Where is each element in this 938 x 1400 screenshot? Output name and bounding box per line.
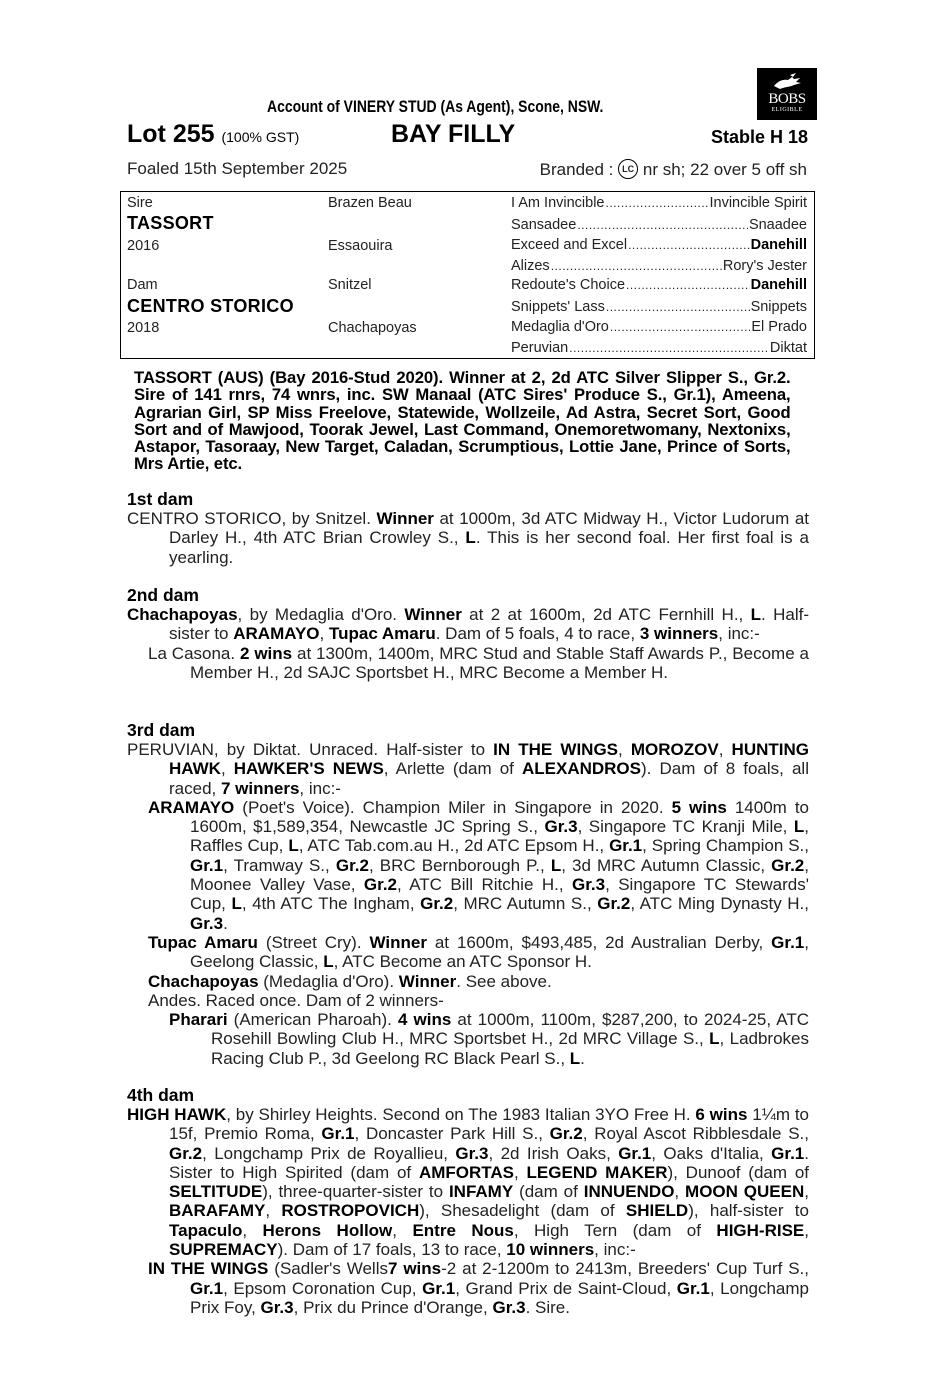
pedigree-entry: Chachapoyas (Medaglia d'Oro). Winner. See above. — [148, 971, 552, 991]
brand-description: nr sh; 22 over 5 off sh — [642, 160, 807, 179]
third-dam-section — [127, 721, 809, 1068]
pedigree-entry: La Casona. 2 wins at 1300m, 1400m, MRC Stud and Stable Staff Awards P., Become a Member H., 2d SAJC Sportsbet H., MRC Become a Member H. — [148, 643, 809, 682]
ancestor-left: Exceed and Excel — [511, 237, 628, 253]
vendor-account: Account of VINERY STUD (As Agent), Scone, NSW. — [267, 97, 604, 116]
pedigree-entry: ARAMAYO (Poet's Voice). Champion Miler in Singapore in 2020. 5 wins 1400m to 1600m, $1,589,354, Newcastle JC Spring S., Gr.3, Singapore TC Kranji Mile, L, Raffles Cup, L, ATC Tab.com.au H., 2d ATC Epsom H., Gr.1, Spring Champion S., Gr.1, Tramway S., Gr.2, BRC Bernborough P., L, 3d MRC Autumn Classic, Gr.2, Moonee Valley Vase, Gr.2, ATC Bill Ritchie H., Gr.3, Singapore TC Stewards' Cup, L, 4th ATC The Ingham, Gr.2, MRC Autumn S., Gr.2, ATC Ming Dynasty H., Gr.3. — [148, 797, 810, 933]
bobs-eligible-logo — [757, 68, 817, 120]
third-gen-row — [511, 195, 807, 211]
pedigree-entry: HIGH HAWK, by Shirley Heights. Second on The 1983 Italian 3YO Free H. 6 wins 1¼m to 15f, Premio Roma, Gr.1, Doncaster Park Hill S., Gr.2, Royal Ascot Ribblesdale S., Gr.2, Longchamp Prix de Royallieu, Gr.3, 2d Irish Oaks, Gr.1, Oaks d'Italia, Gr.1. Sister to High Spirited (dam of AMFORTAS, LEGEND MAKER), Dunoof (dam of SELTITUDE), three-quarter-sister to INFAMY (dam of INNUENDO, MOON QUEEN, BARAFAMY, ROSTROPOVICH), Shesadelight (dam of SHIELD), half-sister to Tapaculo, Herons Hollow, Entre Nous, High Tern (dam of HIGH-RISE, SUPREMACY). Dam of 17 foals, 13 to race, 10 winners, inc:- — [127, 1105, 810, 1260]
gst-note: (100% GST) — [221, 129, 300, 145]
fourth-dam-section — [127, 1086, 809, 1317]
dam-name: CENTRO STORICO — [127, 296, 294, 316]
dam-label: Dam — [127, 277, 158, 293]
logo-text-bobs: BOBS — [768, 91, 806, 107]
leader-dots — [610, 319, 751, 335]
sire-label: Sire — [127, 195, 153, 211]
dam-paragraphs — [127, 605, 809, 682]
leader-dots — [628, 237, 750, 253]
sire-summary: TASSORT (AUS) (Bay 2016-Stud 2020). Winner at 2, 2d ATC Silver Slipper S., Gr.2. Sire of 141 rnrs, 74 wnrs, inc. SW Manaal (ATC Sires' Produce S., Gr.1), Ameena, Agrarian Girl, SP Miss Freelove, Statewide, Wollzeile, Ad Astra, Secret Sort, Good Sort and of Mawjood, Toorak Jewel, Last Command, Onemoretwomany, Nextonixs, Astapor, Tasoraay, New Target, Caladan, Scrumptious, Lottie Jane, Prince of Sorts, Mrs Artie, etc. — [134, 368, 791, 474]
stable-location: Stable H 18 — [710, 127, 808, 147]
section-heading: 4th dam — [127, 1085, 195, 1105]
pedigree-entry: Chachapoyas, by Medaglia d'Oro. Winner at 2 at 1600m, 2d ATC Fernhill H., L. Half-sister to ARAMAYO, Tupac Amaru. Dam of 5 foals, 4 to race, 3 winners, inc:- — [127, 605, 809, 644]
third-gen-row — [511, 340, 807, 356]
dam-paragraphs — [127, 1105, 809, 1317]
ancestor-right: Danehill — [750, 237, 807, 253]
lc-brand-icon: LC — [618, 159, 638, 179]
section-heading: 3rd dam — [127, 720, 196, 740]
pedigree-entry: IN THE WINGS (Sadler's Wells7 wins-2 at 2-1200m to 2413m, Breeders' Cup Turf S., Gr.1, Epsom Coronation Cup, Gr.1, Grand Prix de Saint-Cloud, Gr.1, Longchamp Prix Foy, Gr.3, Prix du Prince d'Orange, Gr.3. Sire. — [148, 1259, 809, 1317]
ancestor-right: Snippets — [750, 299, 807, 315]
third-gen-row — [511, 299, 807, 315]
ancestor-right: El Prado — [751, 319, 807, 335]
pedigree-entry: Andes. Raced once. Dam of 2 winners- — [148, 990, 444, 1010]
ancestor-left: Sansadee — [511, 217, 577, 233]
leader-dots — [569, 340, 769, 356]
leader-dots — [606, 299, 750, 315]
leader-dots — [626, 277, 750, 293]
third-gen-row — [511, 237, 807, 253]
third-gen-row — [511, 277, 807, 293]
second-dam-section — [127, 586, 809, 682]
lot-number — [127, 120, 299, 149]
third-gen-row — [511, 319, 807, 335]
third-gen-row — [511, 258, 807, 274]
horse-description: BAY FILLY — [391, 120, 516, 148]
ancestor-left: Redoute's Choice — [511, 277, 626, 293]
pedigree-entry: CENTRO STORICO, by Snitzel. Winner at 1000m, 3d ATC Midway H., Victor Ludorum at Darley H., 4th ATC Brian Crowley S., L. This is her second foal. Her first foal is a yearling. — [127, 509, 810, 567]
ancestor-left: Medaglia d'Oro — [511, 319, 609, 335]
dam-paragraphs — [127, 740, 809, 1068]
section-heading: 1st dam — [127, 489, 194, 509]
pedigree-entry: Tupac Amaru (Street Cry). Winner at 1600m, $493,485, 2d Australian Derby, Gr.1, Geelong Classic, L, ATC Become an ATC Sponsor H. — [148, 932, 809, 972]
dam-paragraphs — [127, 509, 809, 567]
pedigree-entry: Pharari (American Pharoah). 4 wins at 1000m, 1100m, $287,200, to 2024-25, ATC Rosehill Bowling Club H., MRC Sportsbet H., 2d MRC Village S., L, Ladbrokes Racing Club P., 3d Geelong RC Black Pearl S., L. — [169, 1010, 809, 1068]
ancestor-right: Diktat — [769, 340, 807, 356]
branded-label: Branded : — [539, 160, 614, 179]
dam-dam: Chachapoyas — [328, 320, 417, 336]
dam-year: 2018 — [127, 320, 160, 336]
ancestor-right: Rory's Jester — [722, 258, 807, 274]
first-dam-section — [127, 490, 809, 567]
horse-head-icon — [770, 72, 804, 92]
leader-dots — [606, 195, 709, 211]
sire-sire: Brazen Beau — [328, 195, 412, 211]
section-heading: 2nd dam — [127, 585, 199, 605]
pedigree-table — [120, 191, 815, 359]
sire-name: TASSORT — [127, 213, 214, 233]
brand-info — [540, 159, 807, 180]
ancestor-left: I Am Invincible — [511, 195, 605, 211]
ancestor-right: Danehill — [750, 277, 807, 293]
dam-sire: Snitzel — [328, 277, 372, 293]
ancestor-left: Peruvian — [511, 340, 569, 356]
ancestor-left: Snippets' Lass — [511, 299, 605, 315]
ancestor-left: Alizes — [511, 258, 550, 274]
lot-label: Lot 255 — [127, 120, 215, 148]
sire-dam: Essaouira — [328, 238, 393, 254]
pedigree-entry: PERUVIAN, by Diktat. Unraced. Half-sister to IN THE WINGS, MOROZOV, HUNTING HAWK, HAWKER'S NEWS, Arlette (dam of ALEXANDROS). Dam of 8 foals, all raced, 7 winners, inc:- — [127, 740, 809, 798]
leader-dots — [577, 217, 748, 233]
ancestor-right: Invincible Spirit — [709, 195, 807, 211]
logo-text-eligible: ELIGIBLE — [771, 107, 803, 113]
foaled-date: Foaled 15th September 2025 — [127, 159, 348, 178]
third-gen-row — [511, 217, 807, 233]
sire-year: 2016 — [127, 238, 160, 254]
leader-dots — [551, 258, 722, 274]
ancestor-right: Snaadee — [748, 217, 807, 233]
